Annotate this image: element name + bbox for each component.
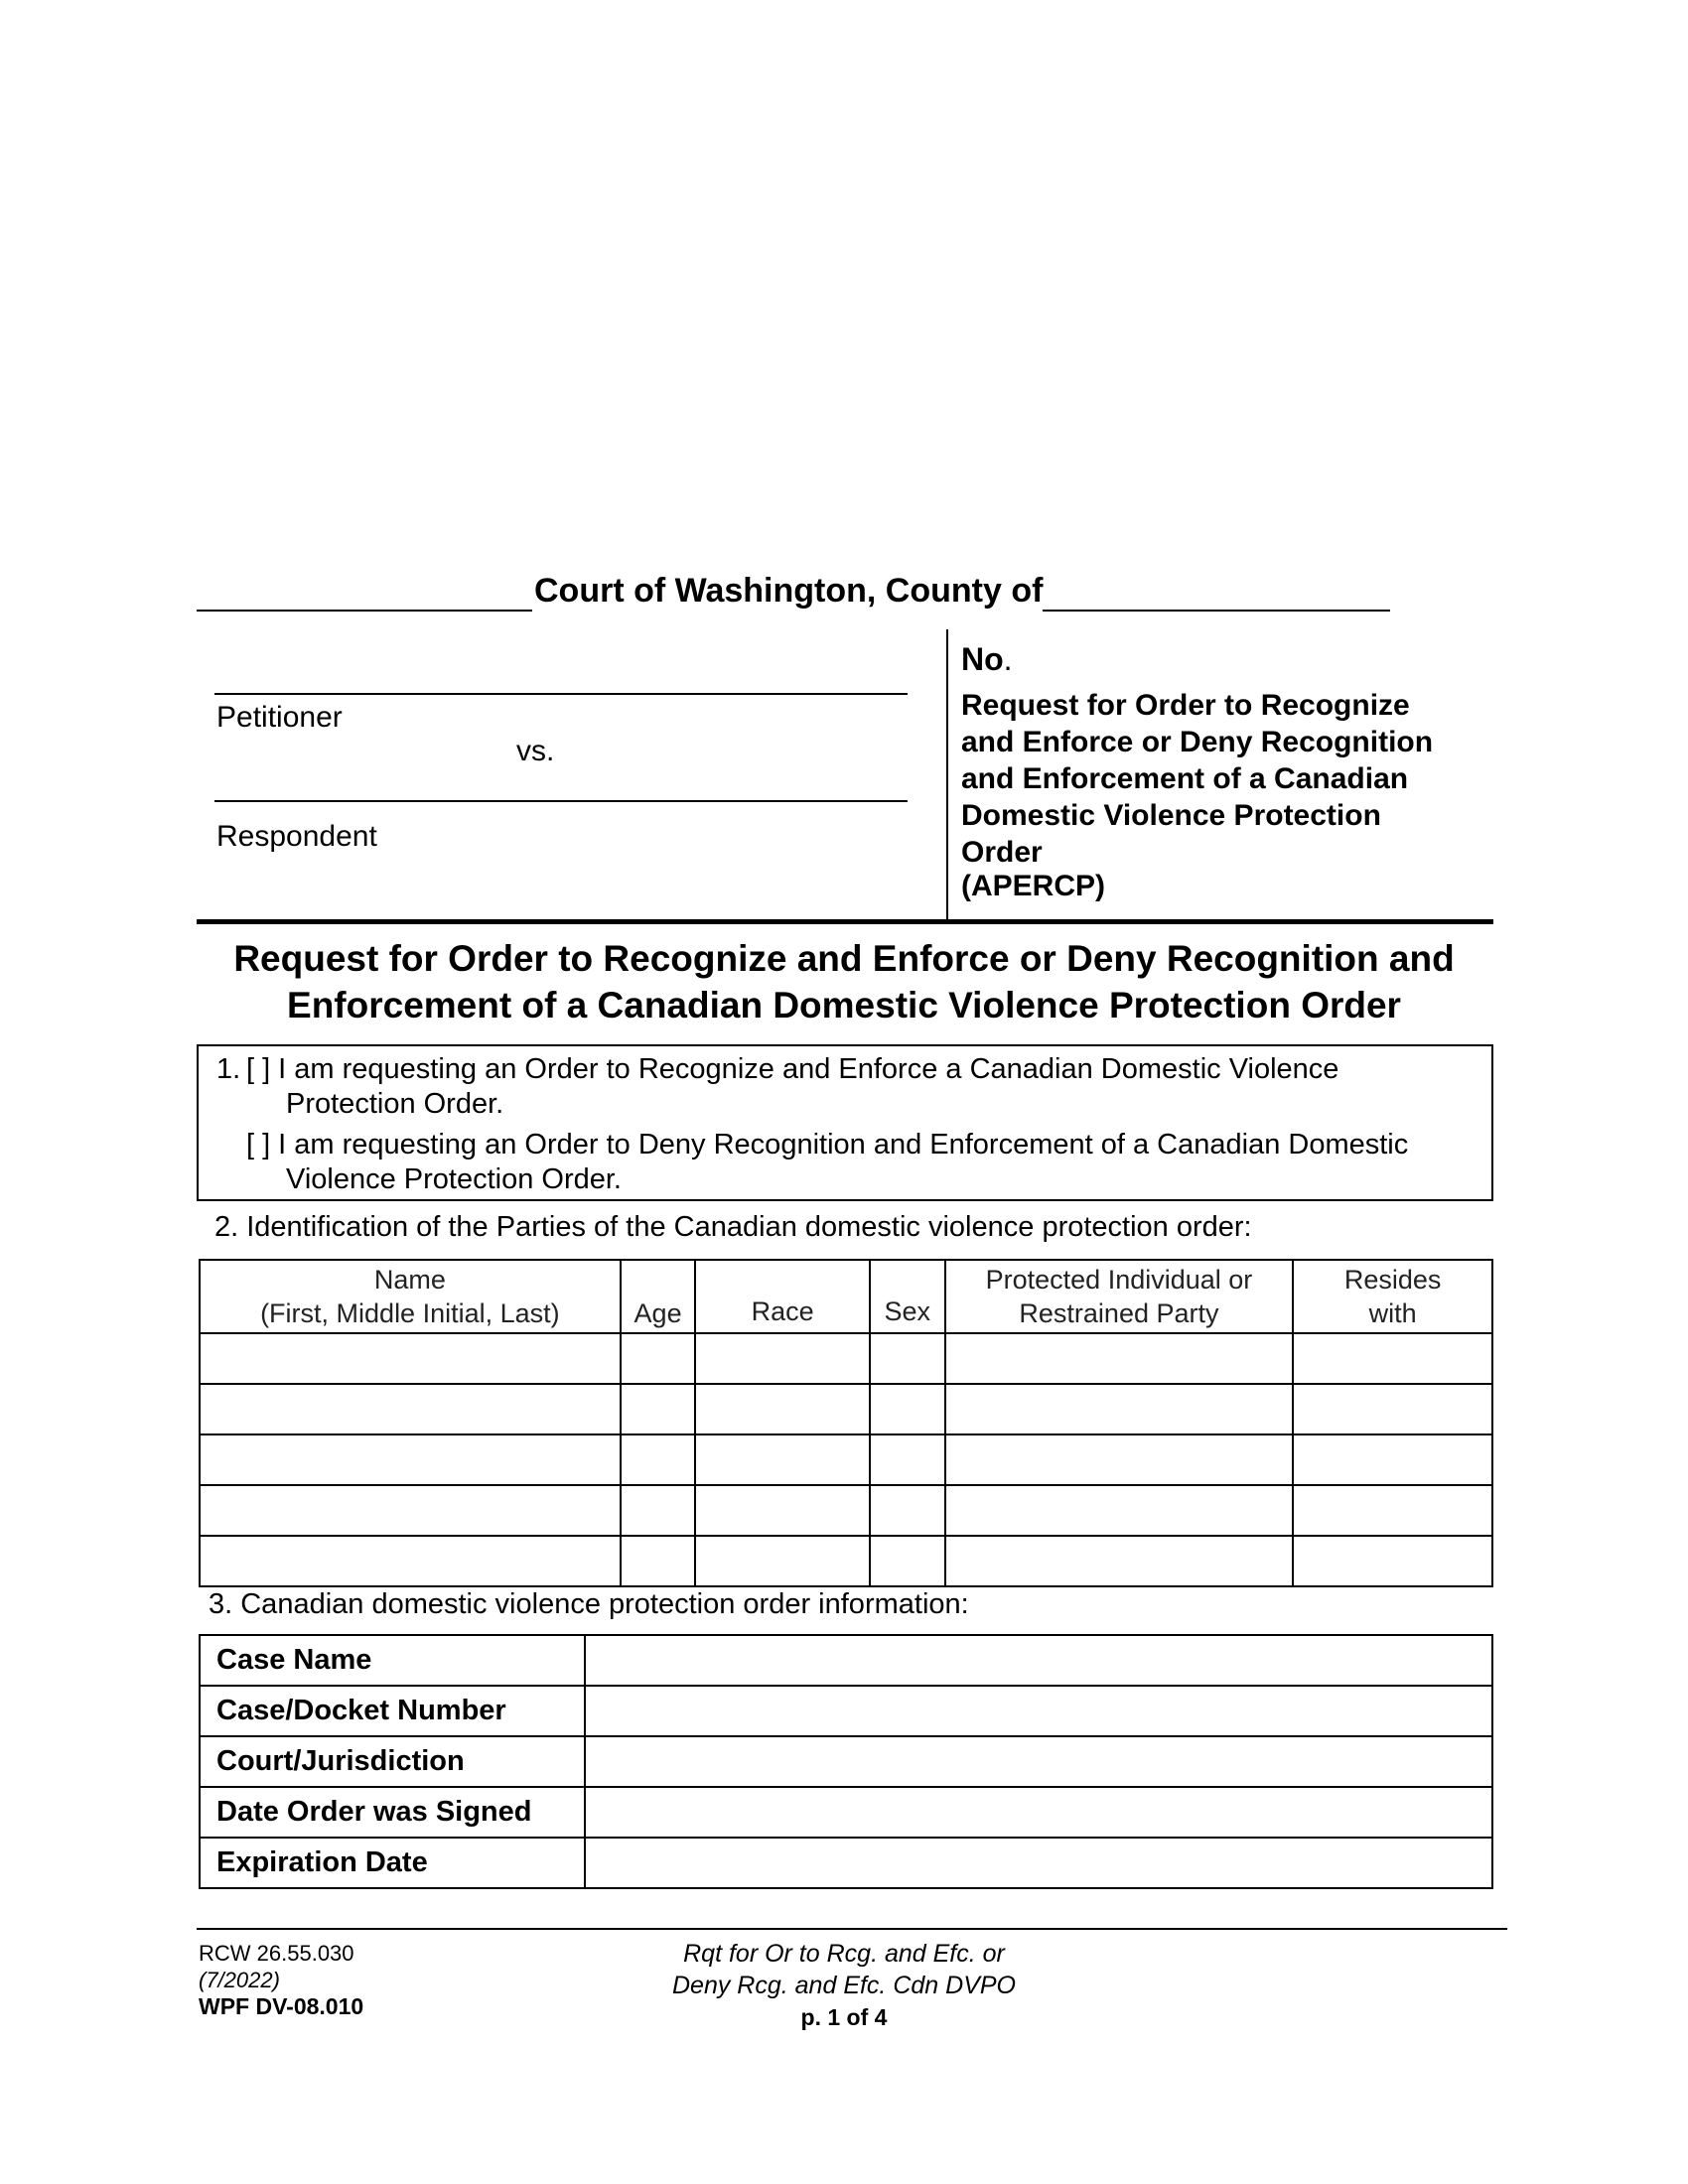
parties-table <box>199 1259 1493 1587</box>
table-row <box>200 1384 1492 1434</box>
footer-rcw: RCW 26.55.030 <box>199 1941 354 1966</box>
deny-option-text-cont: Violence Protection Order. <box>286 1163 622 1195</box>
recognize-option-text-cont: Protection Order. <box>286 1088 504 1120</box>
footer-rule <box>197 1928 1507 1930</box>
party-resides-cell[interactable] <box>1293 1485 1492 1536</box>
caption-rule <box>197 919 1493 924</box>
page-title-line: Enforcement of a Canadian Domestic Violence Protection Order <box>287 985 1401 1025</box>
county-name-blank[interactable] <box>1043 570 1390 612</box>
footer-short-title-line: Deny Rcg. and Efc. Cdn DVPO <box>672 1972 1016 1999</box>
party-age-cell[interactable] <box>621 1384 696 1434</box>
party-sex-cell[interactable] <box>870 1536 945 1586</box>
party-age-cell[interactable] <box>621 1536 696 1586</box>
party-role-cell[interactable] <box>945 1485 1294 1536</box>
page-title <box>149 935 1539 1028</box>
vs-label: vs. <box>516 735 555 767</box>
col-resides-header-line2: with <box>1368 1298 1417 1328</box>
page-title-line: Request for Order to Recognize and Enforce or Deny Recognition and <box>233 938 1455 979</box>
party-race-cell[interactable] <box>695 1384 869 1434</box>
table-row <box>200 1485 1492 1536</box>
caption-divider <box>946 629 948 919</box>
caption-title-line: Domestic Violence Protection <box>961 799 1381 832</box>
date-signed-label: Date Order was Signed <box>200 1787 585 1838</box>
recognize-option-text: I am requesting an Order to Recognize and Enforce a Canadian Domestic Violence <box>278 1053 1339 1085</box>
court-jurisdiction-field[interactable] <box>585 1736 1492 1787</box>
party-role-cell[interactable] <box>945 1333 1294 1384</box>
table-row <box>200 1736 1492 1787</box>
party-name-cell[interactable] <box>200 1384 621 1434</box>
party-role-cell[interactable] <box>945 1384 1294 1434</box>
deny-option-text: I am requesting an Order to Deny Recognition and Enforcement of a Canadian Domestic <box>278 1129 1409 1160</box>
party-age-cell[interactable] <box>621 1333 696 1384</box>
party-name-cell[interactable] <box>200 1536 621 1586</box>
respondent-label: Respondent <box>216 820 377 853</box>
col-resides-header <box>1293 1260 1492 1333</box>
table-row <box>200 1333 1492 1384</box>
party-role-cell[interactable] <box>945 1536 1294 1586</box>
party-sex-cell[interactable] <box>870 1434 945 1485</box>
footer-form-id: WPF DV-08.010 <box>199 1993 364 2019</box>
party-race-cell[interactable] <box>695 1485 869 1536</box>
section-2-heading: 2. Identification of the Parties of the Canadian domestic violence protection order: <box>214 1211 1252 1243</box>
party-sex-cell[interactable] <box>870 1485 945 1536</box>
expiration-date-label: Expiration Date <box>200 1838 585 1888</box>
petitioner-name-blank[interactable] <box>214 693 908 695</box>
caption-title <box>961 687 1477 871</box>
party-sex-cell[interactable] <box>870 1384 945 1434</box>
section-1-number: 1. <box>216 1053 241 1085</box>
table-row <box>200 1686 1492 1736</box>
col-role-header-line1: Protected Individual or <box>985 1265 1253 1295</box>
party-age-cell[interactable] <box>621 1434 696 1485</box>
caption-abbreviation: (APERCP) <box>961 870 1106 902</box>
case-name-label: Case Name <box>200 1635 585 1686</box>
col-race-header: Race <box>695 1260 869 1333</box>
table-row <box>200 1838 1492 1888</box>
col-resides-header-line1: Resides <box>1343 1265 1442 1295</box>
caption-title-line: Request for Order to Recognize <box>961 689 1410 722</box>
party-resides-cell[interactable] <box>1293 1384 1492 1434</box>
court-jurisdiction-label: Court/Jurisdiction <box>200 1736 585 1787</box>
page-number: p. 1 of 4 <box>800 2004 888 2030</box>
docket-number-field[interactable] <box>585 1686 1492 1736</box>
col-name-header-line1: Name <box>373 1265 446 1295</box>
footer-short-title-line: Rqt for Or to Rcg. and Efc. or <box>683 1940 1005 1968</box>
party-name-cell[interactable] <box>200 1485 621 1536</box>
court-header-text: Court of Washington, County of <box>534 572 1044 610</box>
deny-checkbox[interactable]: [ ] <box>246 1129 271 1160</box>
order-info-table <box>199 1634 1493 1889</box>
court-header <box>197 570 1388 619</box>
party-resides-cell[interactable] <box>1293 1434 1492 1485</box>
party-role-cell[interactable] <box>945 1434 1294 1485</box>
table-row <box>200 1635 1492 1686</box>
footer-revision-date: (7/2022) <box>199 1968 280 1992</box>
party-race-cell[interactable] <box>695 1434 869 1485</box>
parties-table-header <box>200 1260 1492 1333</box>
party-resides-cell[interactable] <box>1293 1536 1492 1586</box>
col-role-header <box>945 1260 1294 1333</box>
party-sex-cell[interactable] <box>870 1333 945 1384</box>
section-1-request-box <box>197 1044 1493 1201</box>
table-row <box>200 1536 1492 1586</box>
respondent-name-blank[interactable] <box>214 800 908 802</box>
party-race-cell[interactable] <box>695 1333 869 1384</box>
date-signed-field[interactable] <box>585 1787 1492 1838</box>
col-name-header-line2: (First, Middle Initial, Last) <box>260 1298 560 1328</box>
case-number-label-text: No <box>961 641 1004 677</box>
case-number-label <box>961 641 1013 678</box>
petitioner-label: Petitioner <box>216 701 343 734</box>
party-resides-cell[interactable] <box>1293 1333 1492 1384</box>
request-option-deny <box>216 1128 1408 1197</box>
section-3-heading: 3. Canadian domestic violence protection order information: <box>209 1588 969 1620</box>
recognize-checkbox[interactable]: [ ] <box>246 1053 271 1085</box>
docket-number-label: Case/Docket Number <box>200 1686 585 1736</box>
court-name-blank[interactable] <box>197 570 532 612</box>
col-age-header: Age <box>621 1260 696 1333</box>
col-sex-header: Sex <box>870 1260 945 1333</box>
footer-short-title <box>596 1938 1092 2033</box>
footer-form-info <box>199 1940 363 2020</box>
col-role-header-line2: Restrained Party <box>1019 1298 1219 1328</box>
case-name-field[interactable] <box>585 1635 1492 1686</box>
caption-title-line: and Enforcement of a Canadian <box>961 762 1409 795</box>
case-number-dot: . <box>1003 641 1013 677</box>
caption-title-line: Order <box>961 836 1043 869</box>
party-age-cell[interactable] <box>621 1485 696 1536</box>
party-race-cell[interactable] <box>695 1536 869 1586</box>
party-name-cell[interactable] <box>200 1434 621 1485</box>
party-name-cell[interactable] <box>200 1333 621 1384</box>
table-row <box>200 1434 1492 1485</box>
table-row <box>200 1787 1492 1838</box>
caption-title-line: and Enforce or Deny Recognition <box>961 726 1434 758</box>
request-option-recognize <box>216 1052 1338 1122</box>
expiration-date-field[interactable] <box>585 1838 1492 1888</box>
col-name-header <box>200 1260 621 1333</box>
